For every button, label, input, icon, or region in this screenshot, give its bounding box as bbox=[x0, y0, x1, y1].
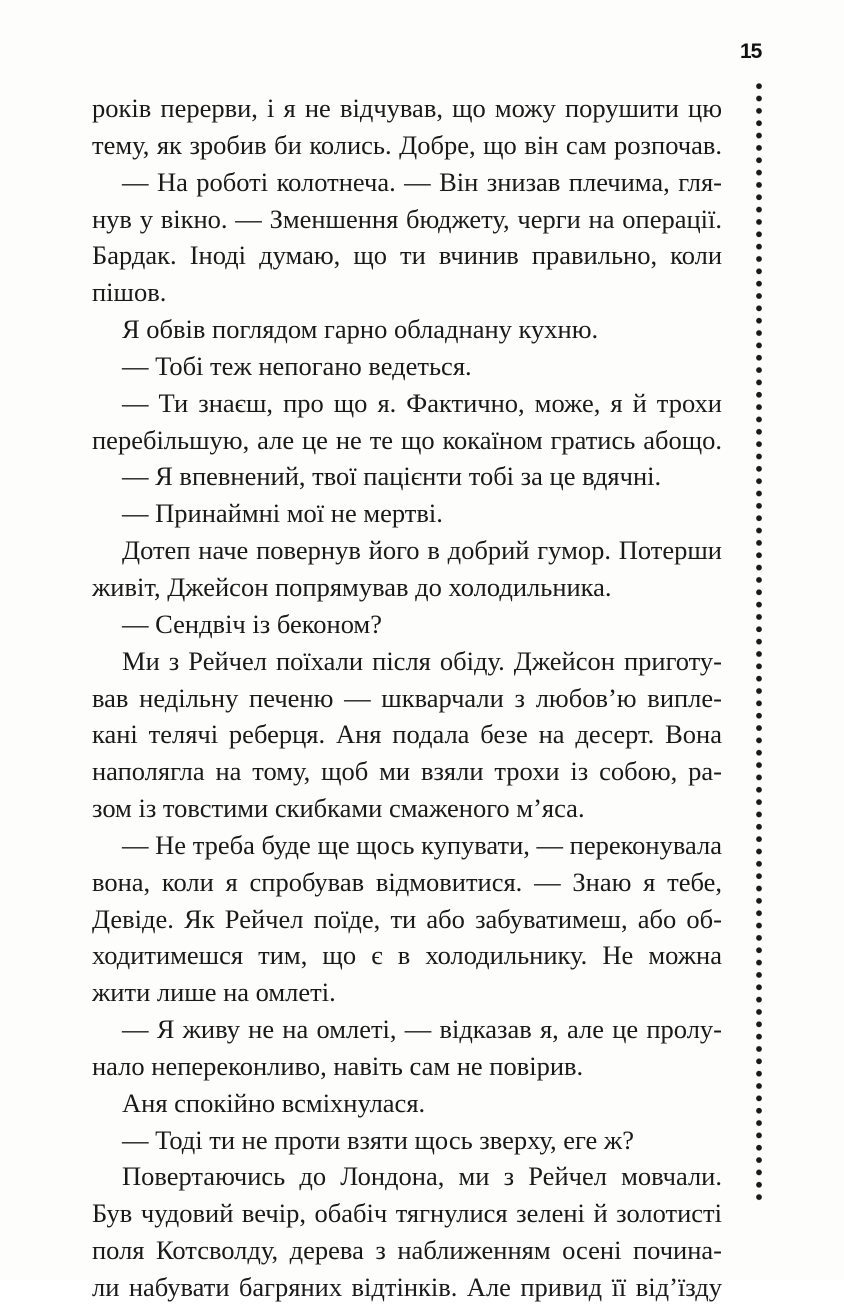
text-line: ли набувати багряних відтінків. Але привид її від’їзду bbox=[92, 1272, 722, 1302]
text-line: Бардак. Іноді думаю, що ти вчинив правильно, коли bbox=[92, 240, 722, 271]
text-line: перебільшую, але це не те що кокаїном гратись абощо. bbox=[92, 424, 722, 455]
text-line: ходитимешся тим, що є в холодильнику. Не можна bbox=[92, 940, 722, 971]
text-line: пішов. bbox=[92, 277, 167, 308]
text-line: нув у вікно. — Зменшення бюджету, черги на операції. bbox=[92, 203, 722, 234]
text-line: років перерви, і я не відчував, що можу порушити цю bbox=[92, 93, 722, 123]
text-line: — Я впевнений, твої пацієнти тобі за це вдячні. bbox=[122, 461, 662, 492]
text-line: поля Котсволду, дерева з наближенням осені почина- bbox=[92, 1235, 722, 1266]
text-line: кані телячі реберця. Аня подала безе на десерт. Вона bbox=[92, 719, 722, 750]
text-line: Був чудовий вечір, обабіч тягнулися зелені й золотисті bbox=[92, 1198, 722, 1229]
text-line: — Тобі теж непогано ведеться. bbox=[122, 350, 472, 381]
text-line: — Принаймні мої не мертві. bbox=[122, 498, 443, 529]
text-line: вав недільну печеню — шкварчали з любов’ю випле- bbox=[92, 682, 722, 713]
text-line: нало непереконливо, навіть сам не повірив. bbox=[92, 1050, 584, 1081]
text-line: — Не треба буде ще щось купувати, — переконувала bbox=[122, 829, 722, 860]
text-line: Повертаючись до Лондона, ми з Рейчел мовчали. bbox=[122, 1161, 722, 1192]
text-line: Девіде. Як Рейчел поїде, ти або забуватимеш, або об- bbox=[92, 903, 722, 934]
text-line: жити лише на омлеті. bbox=[92, 977, 336, 1008]
text-line: — На роботі колотнеча. — Він знизав плечима, гля- bbox=[122, 166, 722, 197]
dotted-margin-border bbox=[754, 80, 764, 1205]
text-line: — Я живу не на омлеті, — відказав я, але це пролу- bbox=[122, 1014, 722, 1045]
text-line: Дотеп наче повернув його в добрий гумор. Потерши bbox=[122, 535, 722, 566]
page-number: 15 bbox=[740, 40, 762, 63]
text-line: живіт, Джейсон попрямував до холодильника. bbox=[92, 571, 612, 602]
text-line: Аня спокійно всміхнулася. bbox=[122, 1087, 426, 1118]
text-line: Ми з Рейчел поїхали після обіду. Джейсон приготу- bbox=[122, 645, 722, 676]
text-line: — Сендвіч із беконом? bbox=[122, 608, 382, 639]
text-line: Я обвів поглядом гарно обладнану кухню. bbox=[122, 314, 599, 345]
text-line: — Ти знаєш, про що я. Фактично, може, я й трохи bbox=[122, 387, 722, 418]
text-line: — Тоді ти не проти взяти щось зверху, еге ж? bbox=[122, 1124, 634, 1155]
text-line: наполягла на тому, щоб ми взяли трохи із собою, ра- bbox=[92, 756, 722, 787]
body-text bbox=[92, 90, 722, 1306]
text-line: тему, як зробив би колись. Добре, що він сам розпочав. bbox=[92, 129, 722, 160]
text-line: вона, коли я спробував відмовитися. — Знаю я тебе, bbox=[92, 866, 722, 897]
text-line: зом із товстими скибками смаженого м’яса. bbox=[92, 793, 585, 824]
